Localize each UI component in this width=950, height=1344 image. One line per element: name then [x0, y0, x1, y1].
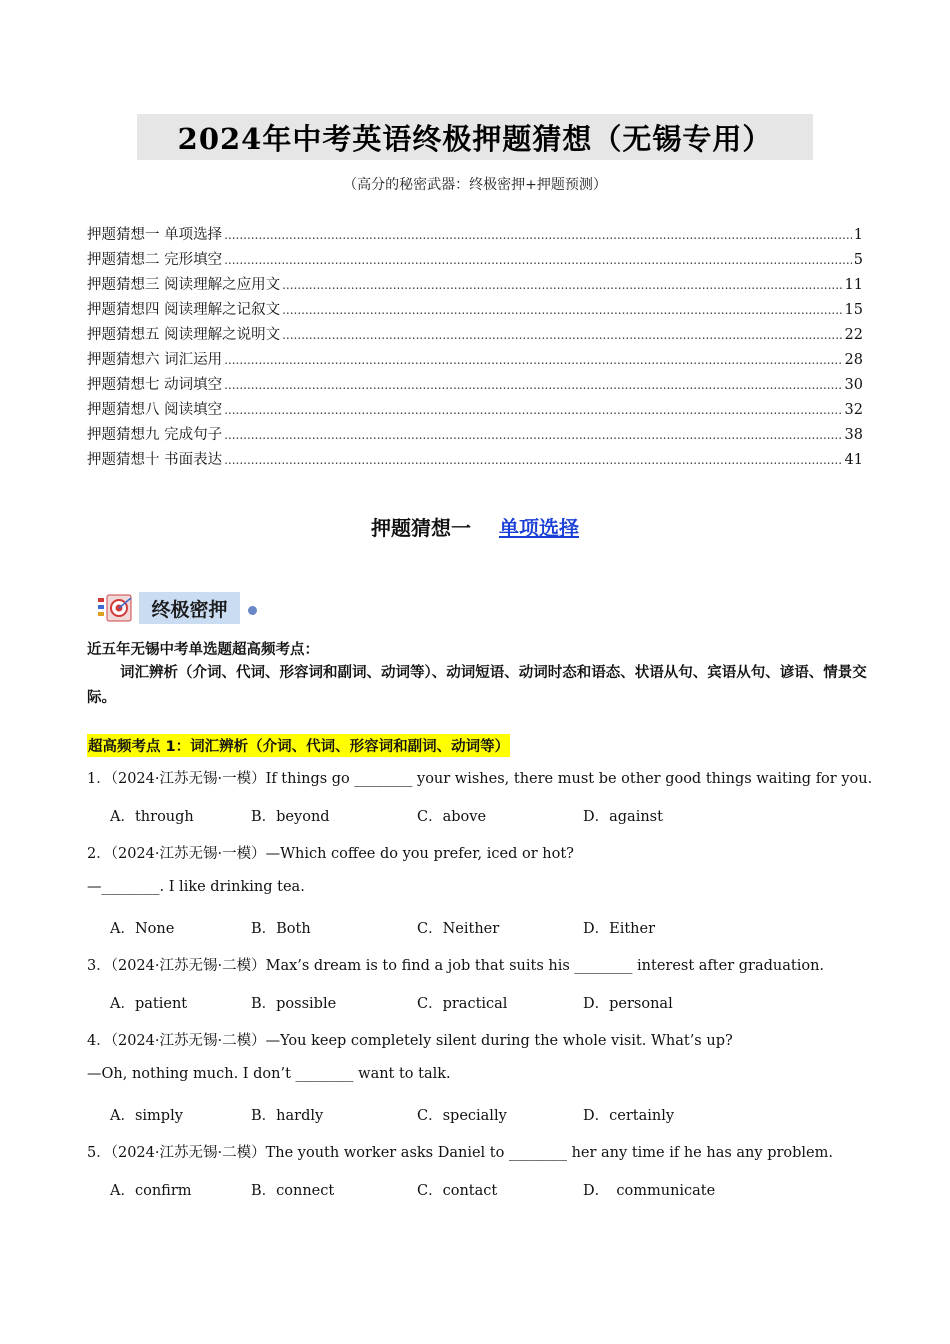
- intro-heading: 近五年无锡中考单选题超高频考点：: [87, 642, 319, 658]
- toc-label: 押题猜想三 阅读理解之应用文: [87, 277, 281, 293]
- badge-label: 终极密押: [139, 592, 240, 624]
- toc-entry[interactable]: [87, 248, 863, 273]
- option-a[interactable]: A．through: [110, 809, 194, 825]
- section-heading-link[interactable]: 单项选择: [499, 516, 579, 540]
- toc-entry[interactable]: [87, 223, 863, 248]
- toc-leader: [224, 353, 842, 367]
- toc-page: 38: [844, 427, 863, 443]
- toc-label: 押题猜想一 单项选择: [87, 227, 223, 243]
- target-icon: [97, 592, 135, 626]
- option-b[interactable]: B．connect: [251, 1183, 335, 1199]
- toc-label: 押题猜想八 阅读填空: [87, 402, 223, 418]
- toc-page: 1: [853, 227, 863, 243]
- toc-leader: [224, 228, 852, 242]
- option-b[interactable]: B．beyond: [251, 809, 330, 825]
- question-options: [110, 805, 810, 825]
- toc-label: 押题猜想十 书面表达: [87, 452, 223, 468]
- toc-entry[interactable]: [87, 348, 863, 373]
- toc-page: 5: [853, 252, 863, 268]
- option-d[interactable]: D． communicate: [583, 1183, 716, 1199]
- toc-label: 押题猜想五 阅读理解之说明文: [87, 327, 281, 343]
- toc-label: 押题猜想二 完形填空: [87, 252, 223, 268]
- toc-page: 22: [844, 327, 863, 343]
- toc-label: 押题猜想九 完成句子: [87, 427, 223, 443]
- toc-leader: [282, 328, 842, 342]
- option-c[interactable]: C．Neither: [417, 921, 500, 937]
- option-d[interactable]: D．personal: [583, 996, 673, 1012]
- option-c[interactable]: C．above: [417, 809, 487, 825]
- option-a[interactable]: A．confirm: [110, 1183, 192, 1199]
- toc-entry[interactable]: [87, 423, 863, 448]
- question-stem: 2．（2024·江苏无锡·一模）—Which coffee do you prefer, iced or hot?: [87, 846, 574, 862]
- toc-page: 32: [844, 402, 863, 418]
- question-options: [110, 917, 810, 937]
- table-of-contents: [87, 223, 863, 473]
- option-d[interactable]: D．Either: [583, 921, 656, 937]
- question-options: [110, 992, 810, 1012]
- question-stem: 1．（2024·江苏无锡·一模）If things go ________ your wishes, there must be other good things waiting for you.: [87, 771, 873, 787]
- section-heading: [0, 512, 950, 541]
- question-stem: 3．（2024·江苏无锡·二模）Max’s dream is to find a job that suits his ________ interest after graduation.: [87, 958, 825, 974]
- option-d[interactable]: D．certainly: [583, 1108, 675, 1124]
- toc-page: 41: [844, 452, 863, 468]
- option-b[interactable]: B．Both: [251, 921, 311, 937]
- toc-leader: [224, 403, 842, 417]
- option-a[interactable]: A．simply: [110, 1108, 183, 1124]
- option-b[interactable]: B．hardly: [251, 1108, 324, 1124]
- toc-leader: [224, 253, 852, 267]
- option-c[interactable]: C．practical: [417, 996, 508, 1012]
- question-stem-line2: —Oh, nothing much. I don’t ________ want to talk.: [87, 1066, 451, 1082]
- option-a[interactable]: A．None: [110, 921, 175, 937]
- document-title-banner: [137, 114, 813, 160]
- toc-entry[interactable]: [87, 273, 863, 298]
- toc-entry[interactable]: [87, 373, 863, 398]
- document-title: 2024年中考英语终极押题猜想（无锡专用）: [177, 121, 773, 156]
- toc-leader: [224, 378, 842, 392]
- highlight-topic: 超高频考点 1：词汇辨析（介词、代词、形容词和副词、动词等）: [87, 734, 510, 757]
- question-options: [110, 1179, 810, 1199]
- toc-entry[interactable]: [87, 323, 863, 348]
- option-c[interactable]: C．contact: [417, 1183, 498, 1199]
- badge-final-tips: [95, 590, 265, 630]
- badge-dot: [248, 606, 257, 615]
- question-stem-line2: —________. I like drinking tea.: [87, 879, 305, 895]
- option-d[interactable]: D．against: [583, 809, 663, 825]
- document-subtitle: （高分的秘密武器：终极密押+押题预测）: [343, 177, 607, 193]
- toc-leader: [282, 278, 842, 292]
- toc-page: 28: [844, 352, 863, 368]
- question-stem: 5．（2024·江苏无锡·二模）The youth worker asks Daniel to ________ her any time if he has any problem.: [87, 1145, 833, 1161]
- toc-label: 押题猜想七 动词填空: [87, 377, 223, 393]
- option-c[interactable]: C．specially: [417, 1108, 507, 1124]
- option-a[interactable]: A．patient: [110, 996, 188, 1012]
- toc-page: 15: [844, 302, 863, 318]
- toc-entry[interactable]: [87, 398, 863, 423]
- toc-label: 押题猜想六 词汇运用: [87, 352, 223, 368]
- toc-leader: [282, 303, 842, 317]
- toc-entry[interactable]: [87, 298, 863, 323]
- toc-page: 30: [844, 377, 863, 393]
- toc-leader: [224, 428, 842, 442]
- question-stem: 4．（2024·江苏无锡·二模）—You keep completely silent during the whole visit. What’s up?: [87, 1033, 733, 1049]
- section-heading-prefix: 押题猜想一: [371, 516, 471, 540]
- toc-page: 11: [844, 277, 863, 293]
- question-options: [110, 1104, 810, 1124]
- intro-text: 词汇辨析（介词、代词、形容词和副词、动词等）、动词短语、动词时态和语态、状语从句、宾语从句、谚语、情景交际。: [87, 665, 867, 706]
- toc-leader: [224, 453, 842, 467]
- toc-label: 押题猜想四 阅读理解之记叙文: [87, 302, 281, 318]
- toc-entry[interactable]: [87, 448, 863, 473]
- option-b[interactable]: B．possible: [251, 996, 337, 1012]
